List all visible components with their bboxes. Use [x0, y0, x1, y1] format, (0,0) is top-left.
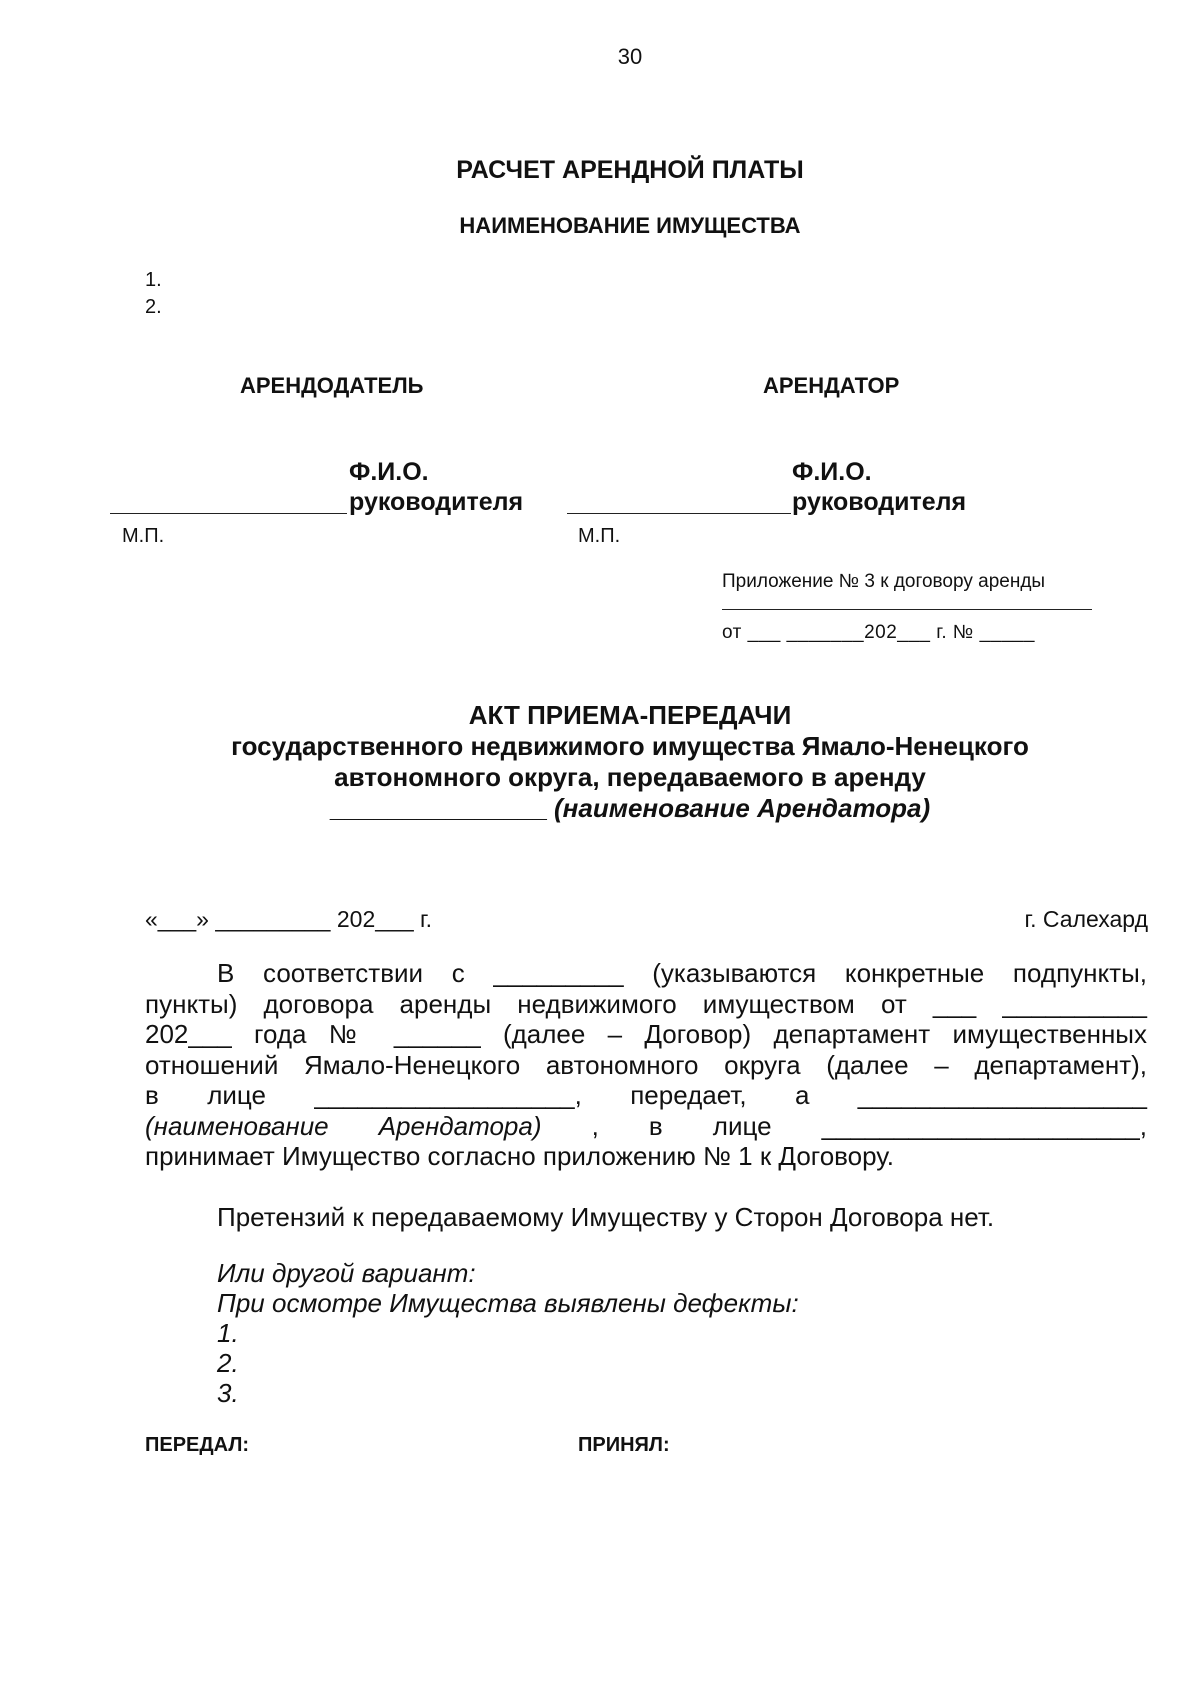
act-title: АКТ ПРИЕМА-ПЕРЕДАЧИ	[468, 700, 792, 730]
act-body-paragraph	[145, 958, 1147, 1172]
appendix-date-line: от ___ _______202___ г. № _____	[722, 622, 1035, 643]
tenant-fio-label: Ф.И.О.	[792, 458, 872, 486]
act-tenant-line	[0, 793, 1200, 824]
list-item: 1.	[217, 1318, 239, 1348]
tenant-stamp-label: М.П.	[578, 525, 621, 547]
list-item: 2.	[217, 1348, 239, 1378]
body-line: пункты) договора аренды недвижимого имуществом от ___ __________	[145, 988, 1147, 1019]
tenant-signature-line	[567, 513, 791, 514]
variant-subheading: При осмотре Имущества выявлены дефекты:	[217, 1288, 799, 1318]
calculation-list	[145, 267, 162, 321]
list-item: 2.	[145, 296, 162, 318]
tenant-label: АРЕНДАТОР	[763, 373, 900, 398]
alternative-variant	[217, 1258, 799, 1408]
tenant-name-placeholder: (наименование Арендатора)	[554, 793, 931, 823]
landlord-signature-line	[110, 513, 347, 514]
tenant-name-blank: _______________	[329, 793, 547, 823]
received-label: ПРИНЯЛ:	[578, 1434, 670, 1456]
transferred-label: ПЕРЕДАЛ:	[145, 1434, 250, 1456]
act-date: «___» _________ 202___ г.	[145, 906, 432, 932]
appendix-blank-line	[722, 609, 1092, 610]
list-item: 1.	[145, 269, 162, 291]
landlord-role-label: руководителя	[349, 488, 524, 516]
body-line: В соответствии с _________ (указываются конкретные подпункты,	[217, 958, 1147, 988]
landlord-fio-label: Ф.И.О.	[349, 458, 429, 486]
body-line: отношений Ямало-Ненецкого автономного округа (далее – департамент),	[145, 1049, 1147, 1080]
body-line	[145, 1111, 1147, 1142]
calculation-title: РАСЧЕТ АРЕНДНОЙ ПЛАТЫ	[456, 156, 804, 184]
page-number: 30	[617, 44, 643, 69]
appendix-label: Приложение № 3 к договору аренды	[722, 571, 1046, 592]
tenant-name-placeholder: (наименование Арендатора)	[145, 1110, 542, 1141]
list-item: 3.	[217, 1378, 239, 1408]
no-claims-statement: Претензий к передаваемому Имуществу у Сторон Договора нет.	[217, 1202, 995, 1232]
landlord-label: АРЕНДОДАТЕЛЬ	[240, 373, 424, 398]
tenant-role-label: руководителя	[792, 488, 967, 516]
act-city: г. Салехард	[1024, 906, 1148, 932]
calculation-subtitle: НАИМЕНОВАНИЕ ИМУЩЕСТВА	[459, 213, 801, 238]
act-subtitle-line: автономного округа, передаваемого в аренду	[334, 762, 926, 792]
variant-heading: Или другой вариант:	[217, 1258, 476, 1288]
body-line: в лице __________________, передает, а ____________________	[145, 1080, 1147, 1110]
body-line: 202___ года № ______ (далее – Договор) департамент имущественных	[145, 1019, 1147, 1049]
body-line-rest: , в лице ______________________,	[591, 1110, 1147, 1141]
landlord-stamp-label: М.П.	[122, 525, 165, 547]
body-line: принимает Имущество согласно приложению № 1 к Договору.	[145, 1141, 894, 1171]
act-subtitle-line: государственного недвижимого имущества Ямало-Ненецкого	[231, 731, 1029, 761]
